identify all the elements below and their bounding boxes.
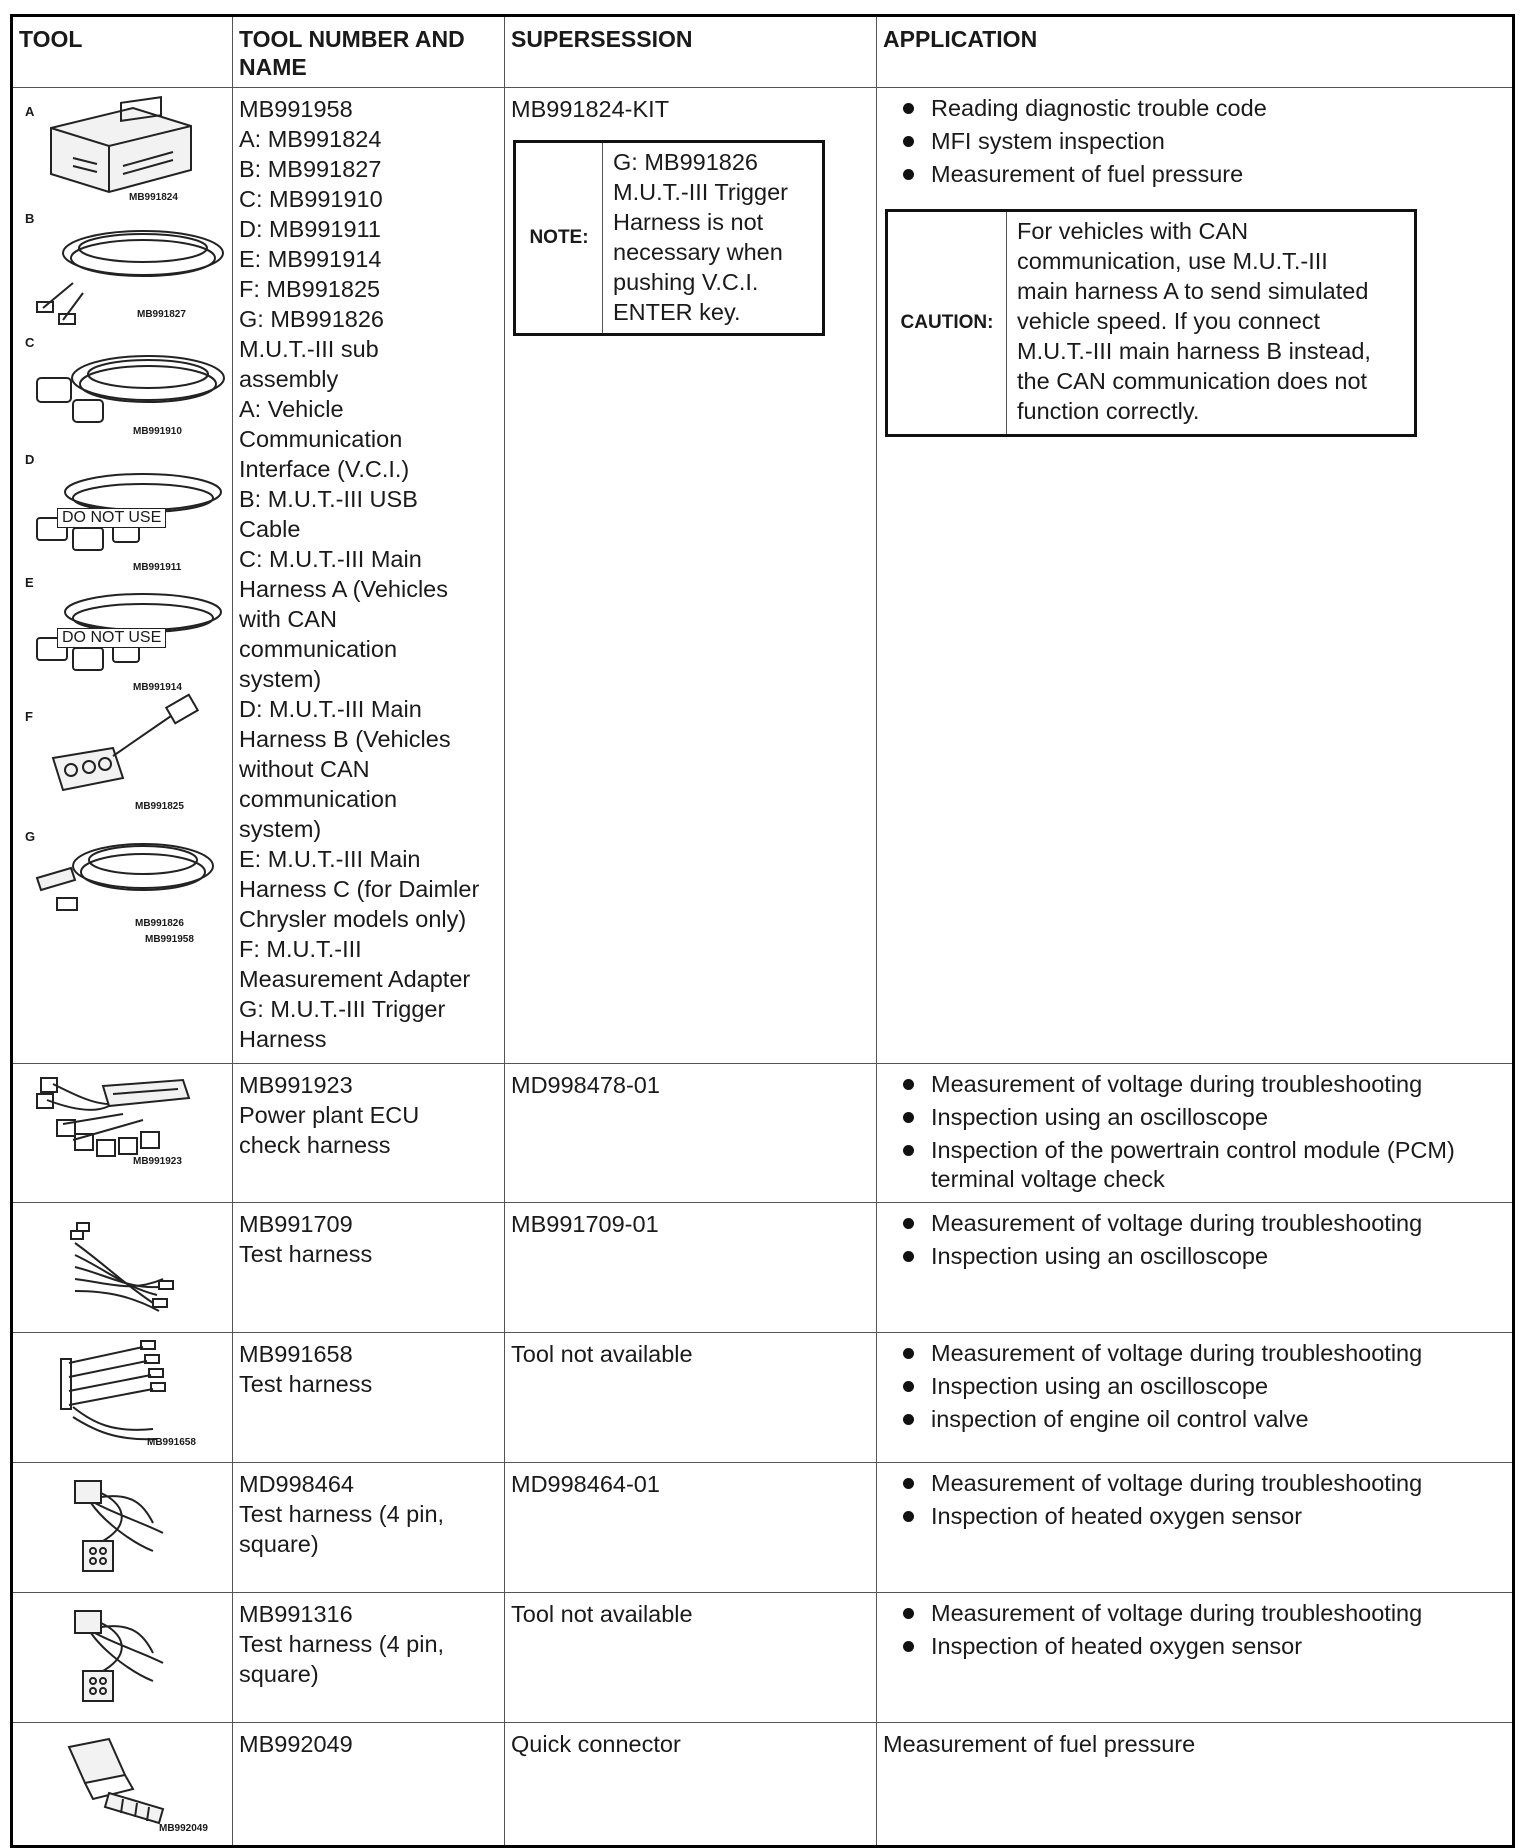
caution-box [885, 209, 1417, 437]
tool-number-name-cell [233, 1333, 505, 1463]
table-row [12, 1203, 1514, 1333]
supersession-cell [505, 1333, 877, 1463]
supersession-cell [505, 1723, 877, 1847]
test-harness-drawing [13, 1203, 234, 1329]
part-number-label: MB991824 [129, 192, 178, 203]
application-cell [877, 1593, 1514, 1723]
caution-line: vehicle speed. If you connect [1017, 308, 1321, 334]
name-line: Harness B (Vehicles [239, 726, 451, 752]
name-line: assembly [239, 366, 339, 392]
supersession-value: Tool not available [511, 1601, 693, 1627]
application-list [883, 1469, 1506, 1531]
note-label: NOTE: [516, 143, 603, 333]
test-harness-illustration [13, 1203, 232, 1329]
caution-line: For vehicles with CAN [1017, 218, 1249, 244]
supersession-value: Tool not available [511, 1341, 693, 1367]
name-line: without CAN [239, 756, 370, 782]
name-line: F: MB991825 [239, 276, 381, 302]
note-box [513, 140, 825, 336]
application-cell [877, 1203, 1514, 1333]
name-line: communication [239, 636, 398, 662]
list-item: inspection of engine oil control valve [883, 1405, 1506, 1434]
list-item: Reading diagnostic trouble code [883, 94, 1506, 123]
list-item: Measurement of fuel pressure [883, 160, 1506, 189]
name-line: MB991658 [239, 1341, 353, 1367]
header-tool-number-name: TOOL NUMBER AND NAME [233, 16, 505, 88]
name-line: D: M.U.T.-III Main [239, 696, 422, 722]
part-number-label: MB991911 [133, 562, 182, 573]
header-supersession: SUPERSESSION [505, 16, 877, 88]
label-g: G [25, 829, 36, 844]
note-line: Harness is not [613, 209, 764, 235]
name-line: A: MB991824 [239, 126, 382, 152]
caution-line: communication, use M.U.T.-III [1017, 248, 1328, 274]
name-line: Test harness [239, 1371, 373, 1397]
application-cell [877, 1723, 1514, 1847]
tool-image-cell [12, 1723, 233, 1847]
name-line: Communication [239, 426, 403, 452]
tool-image-cell [12, 1333, 233, 1463]
application-list [883, 1209, 1506, 1271]
name-line: MD998464 [239, 1471, 354, 1497]
note-text [603, 143, 796, 333]
table-row [12, 1463, 1514, 1593]
supersession-value: Quick connector [511, 1731, 681, 1757]
name-line: square) [239, 1661, 319, 1687]
part-number-label: MB992049 [159, 1823, 208, 1834]
do-not-use-tag-e: DO NOT USE [57, 628, 166, 648]
note-line: necessary when [613, 239, 783, 265]
list-item: Inspection using an oscilloscope [883, 1242, 1506, 1271]
test-harness-4pin-drawing [13, 1463, 234, 1589]
label-c: C [25, 335, 35, 350]
tool-image-cell [12, 1064, 233, 1203]
application-list [883, 1339, 1506, 1434]
caution-line: main harness A to send simulated [1017, 278, 1369, 304]
tool-number-name-cell [233, 1593, 505, 1723]
table-row [12, 88, 1514, 1064]
test-harness-4pin-illustration [13, 1463, 232, 1589]
table-row [12, 1593, 1514, 1723]
tool-image-cell [12, 1463, 233, 1593]
tool-number-name-cell [233, 88, 505, 1064]
supersession-cell [505, 1203, 877, 1333]
table-row [12, 1723, 1514, 1847]
part-number-label: MB991827 [137, 309, 186, 320]
test-harness-drawing [13, 1333, 234, 1459]
name-line: Chrysler models only) [239, 906, 467, 932]
name-line: MB992049 [239, 1731, 353, 1757]
name-line: check harness [239, 1132, 391, 1158]
name-line: MB991316 [239, 1601, 353, 1627]
name-line: Harness [239, 1026, 327, 1052]
list-item: Inspection using an oscilloscope [883, 1103, 1506, 1132]
part-number-label: MB991658 [147, 1437, 196, 1448]
application-cell [877, 88, 1514, 1064]
name-line: MB991958 [239, 96, 353, 122]
label-f: F [25, 709, 33, 724]
caution-line: M.U.T.-III main harness B instead, [1017, 338, 1371, 364]
name-line: MB991923 [239, 1072, 353, 1098]
special-tools-table [10, 14, 1515, 1848]
note-line: pushing V.C.I. [613, 269, 759, 295]
name-line: C: M.U.T.-III Main [239, 546, 422, 572]
tool-number-name-cell [233, 1463, 505, 1593]
name-line: G: MB991826 [239, 306, 385, 332]
part-number-label: MB991914 [133, 682, 182, 693]
name-line: Measurement Adapter [239, 966, 471, 992]
label-e: E [25, 575, 34, 590]
name-line: Harness A (Vehicles [239, 576, 448, 602]
application-cell [877, 1463, 1514, 1593]
label-d: D [25, 452, 35, 467]
name-line: with CAN [239, 606, 337, 632]
header-tool: TOOL [12, 16, 233, 88]
test-harness-illustration [13, 1333, 232, 1459]
name-line: B: MB991827 [239, 156, 382, 182]
caution-line: function correctly. [1017, 398, 1200, 424]
supersession-value: MD998464-01 [511, 1471, 660, 1497]
name-line: D: MB991911 [239, 216, 381, 242]
note-line: ENTER key. [613, 299, 741, 325]
list-item: Inspection using an oscilloscope [883, 1372, 1506, 1401]
tool-number-name-cell [233, 1064, 505, 1203]
list-item: MFI system inspection [883, 127, 1506, 156]
caution-label: CAUTION: [888, 212, 1007, 434]
tool-image-cell [12, 1203, 233, 1333]
name-line: E: MB991914 [239, 246, 382, 272]
header-application: APPLICATION [877, 16, 1514, 88]
name-line: system) [239, 666, 322, 692]
list-item: Inspection of heated oxygen sensor [883, 1632, 1506, 1661]
application-list [883, 94, 1506, 189]
name-line: MB991709 [239, 1211, 353, 1237]
part-number-label: MB991825 [135, 801, 184, 812]
application-list [883, 1599, 1506, 1661]
part-number-label: MB991958 [145, 934, 194, 945]
name-line: communication [239, 786, 398, 812]
name-line: Power plant ECU [239, 1102, 420, 1128]
label-a: A [25, 104, 35, 119]
name-line: Cable [239, 516, 301, 542]
test-harness-4pin-illustration [13, 1593, 232, 1719]
tool-number-name-cell [233, 1203, 505, 1333]
list-item: Measurement of voltage during troubleshooting [883, 1339, 1506, 1368]
name-line: Interface (V.C.I.) [239, 456, 410, 482]
label-b: B [25, 211, 35, 226]
supersession-value: MB991709-01 [511, 1211, 659, 1237]
name-line: Test harness [239, 1241, 373, 1267]
tool-image-cell [12, 88, 233, 1064]
name-line: F: M.U.T.-III [239, 936, 362, 962]
note-line: M.U.T.-III Trigger [613, 179, 788, 205]
caution-line: the CAN communication does not [1017, 368, 1368, 394]
list-item: Inspection of heated oxygen sensor [883, 1502, 1506, 1531]
note-line: G: MB991826 [613, 149, 759, 175]
list-item: Inspection of the powertrain control module (PCM) terminal voltage check [883, 1136, 1506, 1194]
ecu-harness-drawing [13, 1064, 234, 1198]
application-text: Measurement of fuel pressure [883, 1731, 1196, 1757]
supersession-value: MD998478-01 [511, 1072, 660, 1098]
application-cell [877, 1064, 1514, 1203]
name-line: Harness C (for Daimler [239, 876, 480, 902]
name-line: G: M.U.T.-III Trigger [239, 996, 446, 1022]
tool-image-cell [12, 1593, 233, 1723]
name-line: E: M.U.T.-III Main [239, 846, 421, 872]
supersession-cell [505, 1064, 877, 1203]
part-number-label: MB991910 [133, 426, 182, 437]
ecu-check-harness-illustration [13, 1064, 232, 1198]
test-harness-4pin-drawing [13, 1593, 234, 1719]
supersession-cell [505, 88, 877, 1064]
list-item: Measurement of voltage during troubleshooting [883, 1599, 1506, 1628]
name-line: B: M.U.T.-III USB [239, 486, 418, 512]
mut-iii-kit-illustration [13, 88, 232, 1058]
table-row [12, 1064, 1514, 1203]
name-line: system) [239, 816, 322, 842]
list-item: Measurement of voltage during troubleshooting [883, 1469, 1506, 1498]
name-line: A: Vehicle [239, 396, 344, 422]
list-item: Measurement of voltage during troubleshooting [883, 1209, 1506, 1238]
name-line: Test harness (4 pin, [239, 1501, 445, 1527]
list-item: Measurement of voltage during troubleshooting [883, 1070, 1506, 1099]
tool-drawings [13, 88, 234, 1058]
part-number-label: MB991826 [135, 918, 184, 929]
caution-text [1007, 212, 1379, 434]
name-line: C: MB991910 [239, 186, 383, 212]
part-number-label: MB991923 [133, 1156, 182, 1167]
supersession-cell [505, 1593, 877, 1723]
tool-number-name-cell [233, 1723, 505, 1847]
table-row [12, 1333, 1514, 1463]
header-row [12, 16, 1514, 88]
supersession-cell [505, 1463, 877, 1593]
name-line: M.U.T.-III sub [239, 336, 379, 362]
do-not-use-tag-d: DO NOT USE [57, 508, 166, 528]
application-list [883, 1070, 1506, 1194]
name-line: Test harness (4 pin, [239, 1631, 445, 1657]
application-cell [877, 1333, 1514, 1463]
quick-connector-illustration [13, 1723, 232, 1843]
name-line: square) [239, 1531, 319, 1557]
supersession-value: MB991824-KIT [511, 96, 670, 122]
